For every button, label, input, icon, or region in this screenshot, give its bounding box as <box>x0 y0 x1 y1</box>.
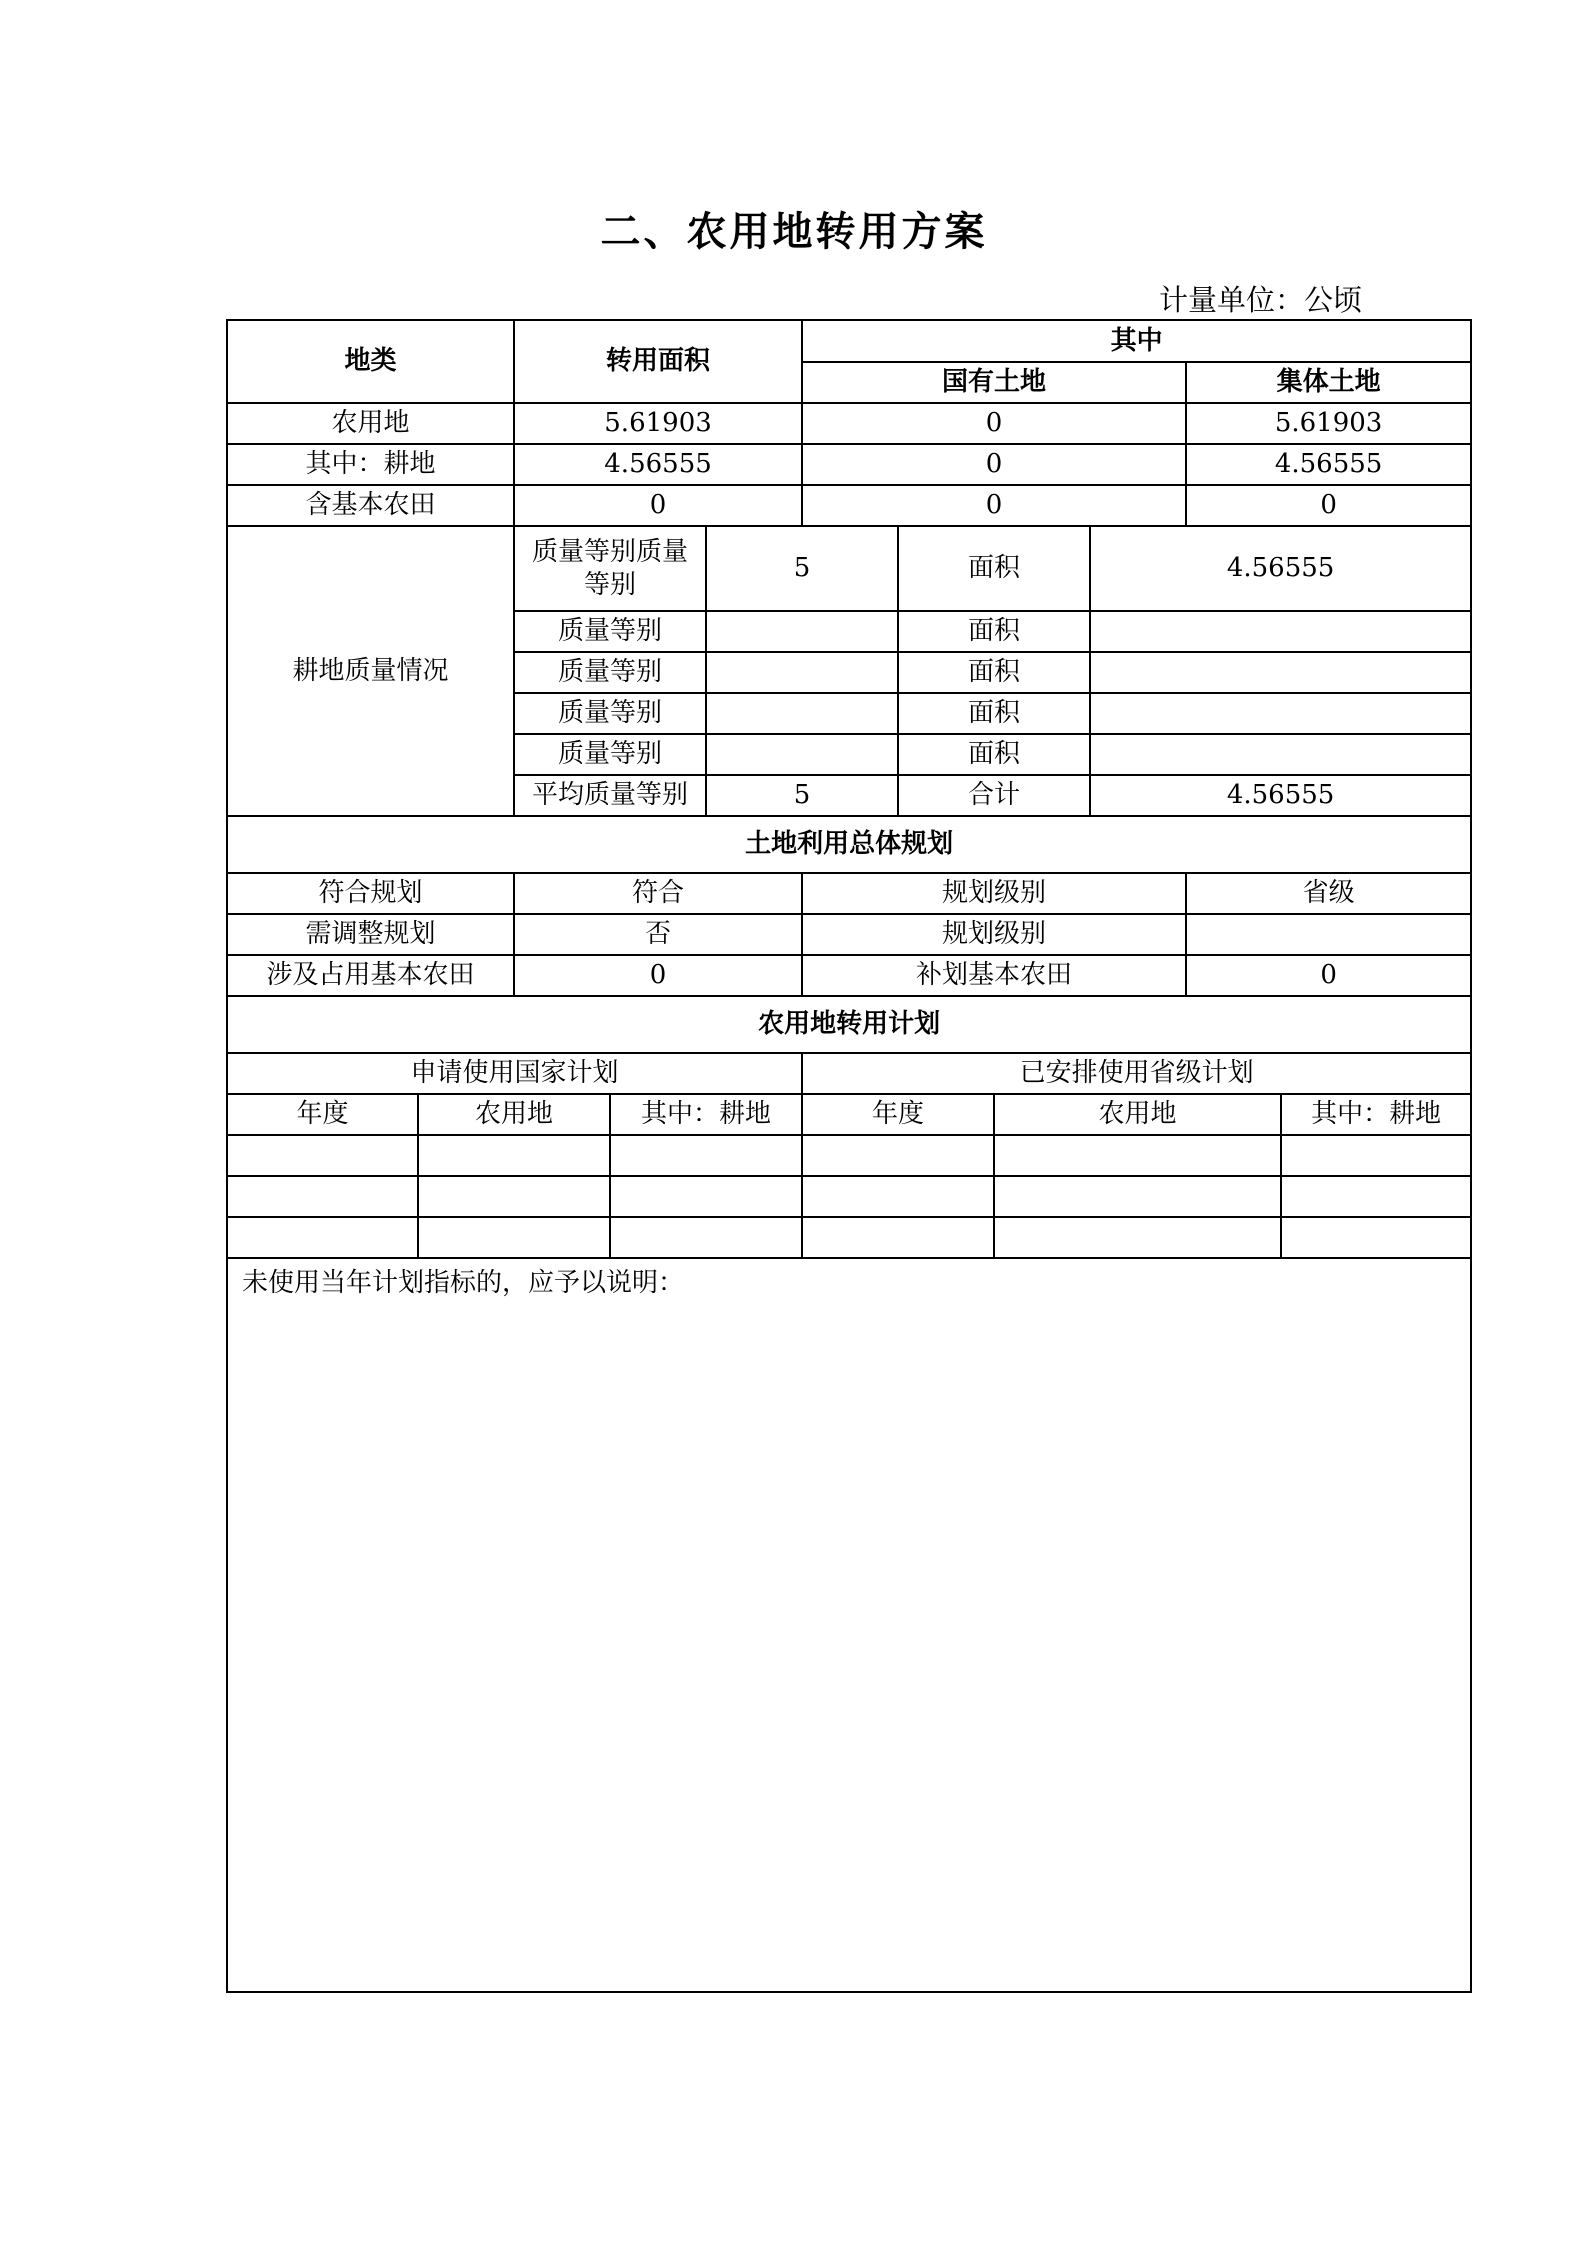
planning-label: 符合规划 <box>227 873 514 914</box>
row-area: 5.61903 <box>514 403 802 444</box>
planning-label: 需调整规划 <box>227 914 514 955</box>
page-title: 二、农用地转用方案 <box>600 209 988 255</box>
row-state: 0 <box>802 485 1186 526</box>
table-row <box>227 403 1471 444</box>
table-row <box>227 444 1471 485</box>
plan-cell <box>610 1217 802 1258</box>
column-header: 其中：耕地 <box>610 1094 802 1135</box>
quality-area-value <box>1090 652 1471 693</box>
planning-value2: 0 <box>1186 955 1471 996</box>
table-row <box>227 485 1471 526</box>
row-state: 0 <box>802 444 1186 485</box>
quality-area-value <box>1090 611 1471 652</box>
planning-section-title: 土地利用总体规划 <box>227 816 1471 873</box>
explanation-note: 未使用当年计划指标的，应予以说明： <box>227 1258 1471 1992</box>
row-state: 0 <box>802 403 1186 444</box>
quality-grade-value <box>706 693 898 734</box>
planning-label: 涉及占用基本农田 <box>227 955 514 996</box>
header-state-land: 国有土地 <box>802 362 1186 403</box>
planning-value2 <box>1186 914 1471 955</box>
quality-grade-label: 质量等别质量等别 <box>514 526 706 611</box>
header-area: 转用面积 <box>514 320 802 403</box>
quality-grade-value: 5 <box>706 526 898 611</box>
quality-grade-value: 5 <box>706 775 898 816</box>
provincial-plan-header: 已安排使用省级计划 <box>802 1053 1471 1094</box>
quality-area-label: 面积 <box>898 526 1090 611</box>
quality-grade-label: 平均质量等别 <box>514 775 706 816</box>
plan-columns-row <box>227 1094 1471 1135</box>
plan-cell <box>418 1176 610 1217</box>
header-land-type: 地类 <box>227 320 514 403</box>
plan-cell <box>802 1176 994 1217</box>
quality-area-label: 面积 <box>898 693 1090 734</box>
planning-value2: 省级 <box>1186 873 1471 914</box>
plan-cell <box>802 1217 994 1258</box>
land-conversion-form <box>226 319 1442 1993</box>
planning-label2: 规划级别 <box>802 873 1186 914</box>
column-header: 其中：耕地 <box>1281 1094 1471 1135</box>
plan-cell <box>418 1135 610 1176</box>
row-collective: 0 <box>1186 485 1471 526</box>
quality-area-value: 4.56555 <box>1090 775 1471 816</box>
plan-cell <box>994 1176 1281 1217</box>
quality-area-label: 面积 <box>898 734 1090 775</box>
row-label: 其中：耕地 <box>227 444 514 485</box>
plan-cell <box>994 1135 1281 1176</box>
quality-grade-value <box>706 652 898 693</box>
header-collective-land: 集体土地 <box>1186 362 1471 403</box>
row-label: 农用地 <box>227 403 514 444</box>
quality-area-label: 面积 <box>898 611 1090 652</box>
column-header: 年度 <box>802 1094 994 1135</box>
plan-cell <box>227 1176 418 1217</box>
plan-cell <box>1281 1176 1471 1217</box>
planning-value: 否 <box>514 914 802 955</box>
unit-label: 计量单位：公顷 <box>1158 283 1362 317</box>
header-of-which: 其中 <box>802 320 1471 362</box>
plan-cell <box>610 1176 802 1217</box>
column-header: 年度 <box>227 1094 418 1135</box>
national-plan-header: 申请使用国家计划 <box>227 1053 802 1094</box>
quality-row <box>227 526 1471 611</box>
column-header: 农用地 <box>994 1094 1281 1135</box>
quality-grade-value <box>706 611 898 652</box>
quality-grade-label: 质量等别 <box>514 652 706 693</box>
plan-cell <box>610 1135 802 1176</box>
planning-row <box>227 914 1471 955</box>
plan-row <box>227 1135 1471 1176</box>
quality-grade-value <box>706 734 898 775</box>
plan-cell <box>802 1135 994 1176</box>
quality-area-label: 合计 <box>898 775 1090 816</box>
plan-row <box>227 1176 1471 1217</box>
plan-cell <box>994 1217 1281 1258</box>
row-label: 含基本农田 <box>227 485 514 526</box>
quality-grade-label: 质量等别 <box>514 734 706 775</box>
quality-area-label: 面积 <box>898 652 1090 693</box>
quality-area-value <box>1090 734 1471 775</box>
plan-cell <box>1281 1217 1471 1258</box>
plan-row <box>227 1217 1471 1258</box>
row-collective: 4.56555 <box>1186 444 1471 485</box>
planning-value: 符合 <box>514 873 802 914</box>
row-area: 4.56555 <box>514 444 802 485</box>
planning-label2: 规划级别 <box>802 914 1186 955</box>
conversion-plan-section-title: 农用地转用计划 <box>227 996 1471 1053</box>
row-area: 0 <box>514 485 802 526</box>
column-header: 农用地 <box>418 1094 610 1135</box>
quality-area-value: 4.56555 <box>1090 526 1471 611</box>
row-collective: 5.61903 <box>1186 403 1471 444</box>
plan-cell <box>1281 1135 1471 1176</box>
planning-label2: 补划基本农田 <box>802 955 1186 996</box>
quality-label: 耕地质量情况 <box>227 526 514 816</box>
quality-grade-label: 质量等别 <box>514 611 706 652</box>
planning-value: 0 <box>514 955 802 996</box>
plan-cell <box>227 1217 418 1258</box>
quality-grade-label: 质量等别 <box>514 693 706 734</box>
plan-cell <box>418 1217 610 1258</box>
planning-row <box>227 955 1471 996</box>
quality-area-value <box>1090 693 1471 734</box>
planning-row <box>227 873 1471 914</box>
plan-cell <box>227 1135 418 1176</box>
